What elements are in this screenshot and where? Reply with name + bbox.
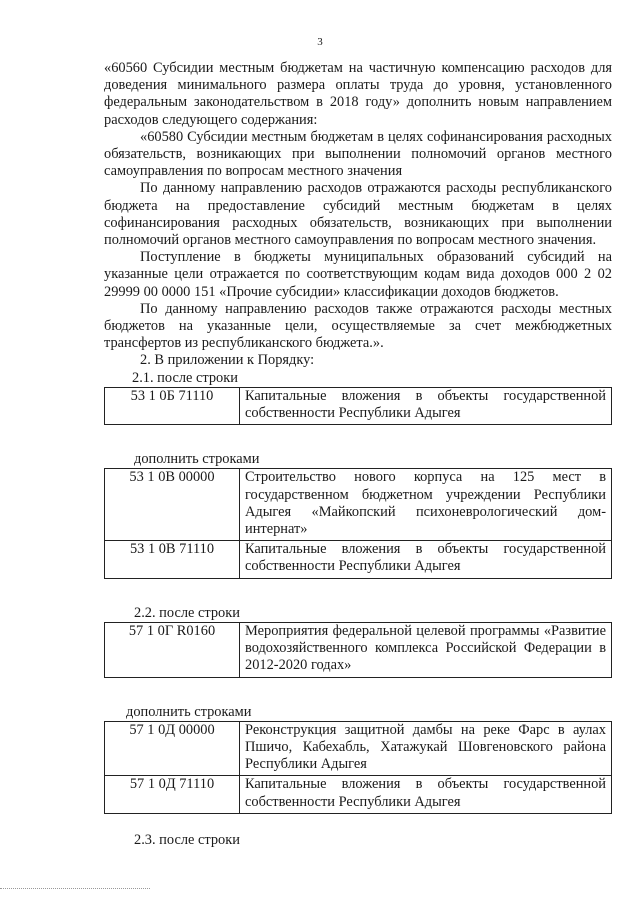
document-body [104, 60, 612, 849]
table-row [105, 721, 612, 776]
description-cell: Капитальные вложения в объекты государственной собственности Республики Адыгея [240, 776, 612, 813]
code-cell: 53 1 0В 00000 [105, 469, 240, 541]
table-2-2-add [104, 721, 612, 814]
table-row [105, 387, 612, 424]
code-cell: 57 1 0Д 71110 [105, 776, 240, 813]
page-number: 3 [317, 36, 323, 48]
paragraph-60580: «60580 Субсидии местным бюджетам в целях софинансирования расходных обязательств, возникающих при выполнении полномочий органов местного самоуправления по вопросам местного значения [104, 128, 612, 180]
description-cell: Строительство нового корпуса на 125 мест в государственном бюджетном учреждении Республики Адыгея «Майкопский психоневрологический дом-интернат» [240, 469, 612, 541]
code-cell: 57 1 0Г R0160 [105, 622, 240, 677]
table-row [105, 622, 612, 677]
add-rows-heading-2: дополнить строками [126, 703, 252, 720]
description-cell: Капитальные вложения в объекты государственной собственности Республики Адыгея [240, 541, 612, 578]
paragraph-revenue: Поступление в бюджеты муниципальных образований субсидий на указанные цели отражается по соответствующим кодам вида доходов 000 2 02 29999 00 0000 151 «Прочие субсидии» классификации доходов бюджетов. [104, 249, 612, 300]
description-cell: Реконструкция защитной дамбы на реке Фарс в аулах Пшичо, Кабехабль, Хатажукай Шовгеновского района Республики Адыгея [240, 721, 612, 776]
code-cell: 53 1 0В 71110 [105, 541, 240, 578]
paragraph-expenses: По данному направлению расходов отражаются расходы республиканского бюджета на предоставление субсидий местным бюджетам в целях софинансирования расходных обязательств, возникающих при выполнении полномочий органов местного самоуправления по вопросам местного значения. [104, 180, 612, 249]
table-row [105, 541, 612, 578]
add-rows-heading-1: дополнить строками [134, 451, 260, 468]
table-2-1-add [104, 468, 612, 578]
table-2-2-after [104, 622, 612, 678]
description-cell: Капитальные вложения в объекты государственной собственности Республики Адыгея [240, 387, 612, 424]
item-2-1-heading: 2.1. после строки [132, 369, 238, 386]
table-2-1-after [104, 387, 612, 425]
description-cell: Мероприятия федеральной целевой программы «Развитие водохозяйственного комплекса Российской Федерации в 2012-2020 годах» [240, 622, 612, 677]
paragraph-local-budgets: По данному направлению расходов также отражаются расходы местных бюджетов на указанные цели, осуществляемые за счет межбюджетных трансфертов из республиканского бюджета.». [104, 300, 612, 352]
code-cell: 57 1 0Д 00000 [105, 721, 240, 776]
item-2-2-heading: 2.2. после строки [134, 604, 240, 621]
code-cell: 53 1 0Б 71110 [105, 387, 240, 424]
footer-divider [0, 888, 150, 895]
table-row [105, 469, 612, 541]
paragraph-60560: «60560 Субсидии местным бюджетам на частичную компенсацию расходов для доведения минимального размера оплаты труда до уровня, установленного федеральным законодательством в 2018 году» дополнить новым направлением расходов следующего содержания: [104, 60, 612, 128]
item-2-3-heading: 2.3. после строки [134, 831, 240, 848]
item-2-heading: 2. В приложении к Порядку: [140, 352, 315, 369]
table-row [105, 776, 612, 813]
